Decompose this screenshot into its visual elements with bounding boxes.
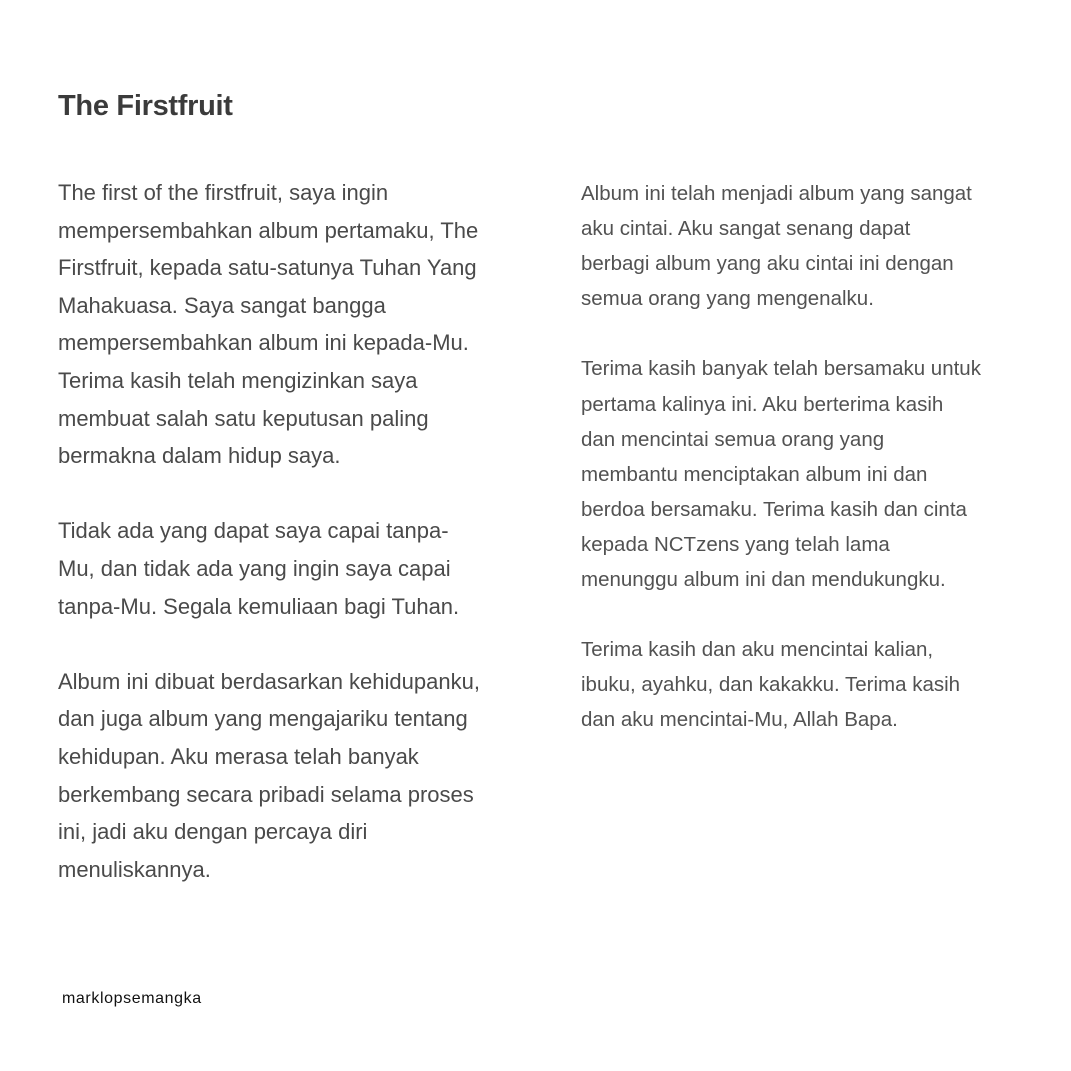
text-line: mempersembahkan album pertamaku, The [58,217,479,243]
page-title: The Firstfruit [58,90,233,122]
text-line: Mu, dan tidak ada yang ingin saya capai [58,555,451,581]
watermark-username: marklopsemangka [62,990,202,1007]
text-line: The first of the firstfruit, saya ingin [58,180,389,205]
right-column [581,176,1061,773]
text-line: dan juga album yang mengajariku tentang [58,706,468,732]
text-line: Album ini telah menjadi album yang sangat [581,182,972,205]
text-line: Terima kasih telah mengizinkan saya [58,367,418,393]
text-line: semua orang yang mengenalku. [581,287,874,311]
text-line: tanpa-Mu. Segala kemuliaan bagi Tuhan. [58,593,460,619]
text-line: membuat salah satu keputusan paling [58,405,429,431]
text-line: Firstfruit, kepada satu-satunya Tuhan Yang [58,255,477,281]
text-line: menuliskannya. [58,856,211,882]
paragraph [581,176,1061,316]
paragraph [58,663,558,889]
paragraph [58,174,558,475]
text-line: Mahakuasa. Saya sangat bangga [58,292,386,318]
text-line: pertama kalinya ini. Aku berterima kasih [581,392,944,416]
text-line: aku cintai. Aku sangat senang dapat [581,217,911,241]
text-line: dan aku mencintai-Mu, Allah Bapa. [581,708,898,732]
text-line: dan mencintai semua orang yang [581,427,885,451]
paragraph [581,351,1061,597]
paragraph [58,512,558,625]
text-line: bermakna dalam hidup saya. [58,443,341,469]
text-line: berkembang secara pribadi selama proses [58,781,474,807]
text-line: membantu menciptakan album ini dan [581,462,928,486]
text-line: berbagi album yang aku cintai ini dengan [581,252,954,276]
text-line: ini, jadi aku dengan percaya diri [58,819,368,845]
paragraph [581,632,1061,737]
text-line: ibuku, ayahku, dan kakakku. Terima kasih [581,673,961,697]
text-line: berdoa bersamaku. Terima kasih dan cinta [581,497,967,521]
text-line: Terima kasih banyak telah bersamaku untuk [581,357,981,381]
text-line: mempersembahkan album ini kepada-Mu. [58,330,469,356]
text-line: kepada NCTzens yang telah lama [581,532,890,556]
text-line: menunggu album ini dan mendukungku. [581,568,946,592]
text-line: Terima kasih dan aku mencintai kalian, [581,638,934,662]
left-column [58,174,558,926]
text-line: kehidupan. Aku merasa telah banyak [58,743,419,769]
text-line: Album ini dibuat berdasarkan kehidupanku, [58,668,480,694]
text-line: Tidak ada yang dapat saya capai tanpa- [58,518,449,544]
